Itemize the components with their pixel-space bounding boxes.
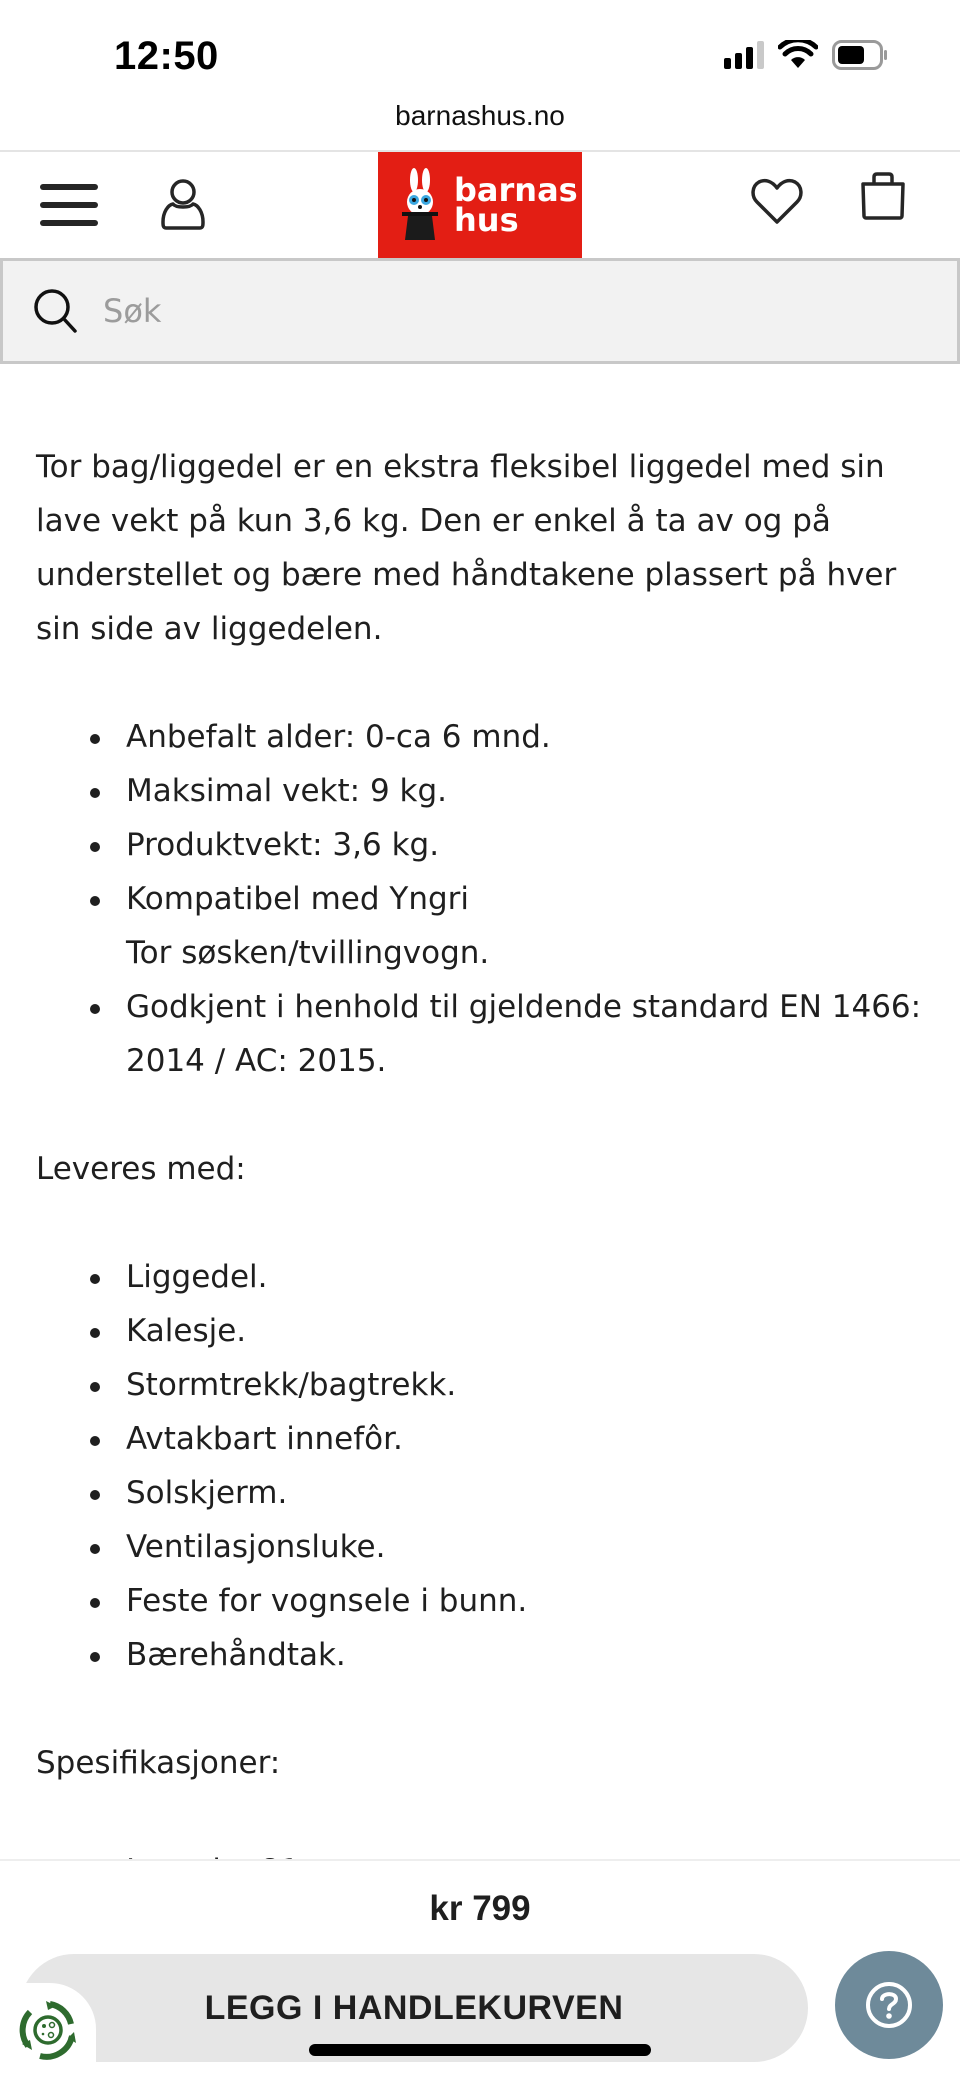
product-description (36, 440, 926, 1952)
status-time: 12:50 (114, 34, 219, 78)
status-icons (724, 40, 888, 70)
wifi-icon (778, 40, 818, 70)
home-indicator (309, 2044, 651, 2056)
question-circle-icon (864, 1980, 914, 2030)
specs-heading: Spesifikasjoner: (36, 1745, 281, 1781)
list-item: Ventilasjonsluke. (90, 1520, 926, 1574)
delivered-list (90, 1250, 926, 1682)
list-item: Produktvekt: 3,6 kg. (90, 818, 926, 872)
list-item: Liggedel. (90, 1250, 926, 1304)
search-input[interactable] (103, 292, 903, 330)
status-bar (0, 0, 960, 110)
list-item: Bærehåndtak. (90, 1628, 926, 1682)
list-item: Avtakbart innefôr. (90, 1412, 926, 1466)
site-header (0, 150, 960, 258)
battery-icon (832, 40, 888, 70)
search-bar (0, 258, 960, 364)
help-button[interactable] (835, 1951, 943, 2059)
rabbit-hat-logo-icon (400, 168, 442, 242)
heart-icon[interactable] (750, 176, 804, 226)
list-item: Godkjent i henhold til gjeldende standard EN 1466: 2014 / AC: 2015. (90, 980, 926, 1088)
list-item: Kalesje. (90, 1304, 926, 1358)
eco-badge[interactable] (0, 1983, 96, 2077)
features-list (90, 710, 926, 1088)
search-icon[interactable] (33, 288, 79, 334)
cellular-signal-icon (724, 41, 764, 69)
account-icon[interactable] (160, 178, 206, 232)
list-item: Anbefalt alder: 0-ca 6 mnd. (90, 710, 926, 764)
list-item: Feste for vognsele i bunn. (90, 1574, 926, 1628)
list-item: Kompatibel med Yngri Tor søsken/tvillingvogn. (90, 872, 926, 980)
logo-line-1: barnas (454, 171, 578, 209)
list-item: Maksimal vekt: 9 kg. (90, 764, 926, 818)
description-intro: Tor bag/liggedel er en ekstra fleksibel liggedel med sin lave vekt på kun 3,6 kg. Den er enkel å ta av og på understellet og bære med håndtakene plassert på hver sin side av liggedelen. (36, 449, 897, 647)
delivered-heading: Leveres med: (36, 1151, 246, 1187)
menu-icon[interactable] (40, 184, 98, 228)
site-logo[interactable] (378, 152, 582, 258)
url-bar[interactable]: barnashus.no (395, 100, 565, 131)
list-item: Stormtrekk/bagtrekk. (90, 1358, 926, 1412)
recycle-icon (16, 1998, 80, 2062)
logo-text (454, 171, 578, 239)
logo-line-2: hus (454, 201, 519, 239)
shopping-bag-icon[interactable] (860, 172, 906, 220)
list-item: Solskjerm. (90, 1466, 926, 1520)
add-to-cart-button[interactable]: LEGG I HANDLEKURVEN (20, 1954, 808, 2062)
product-price: kr 799 (429, 1889, 531, 1928)
